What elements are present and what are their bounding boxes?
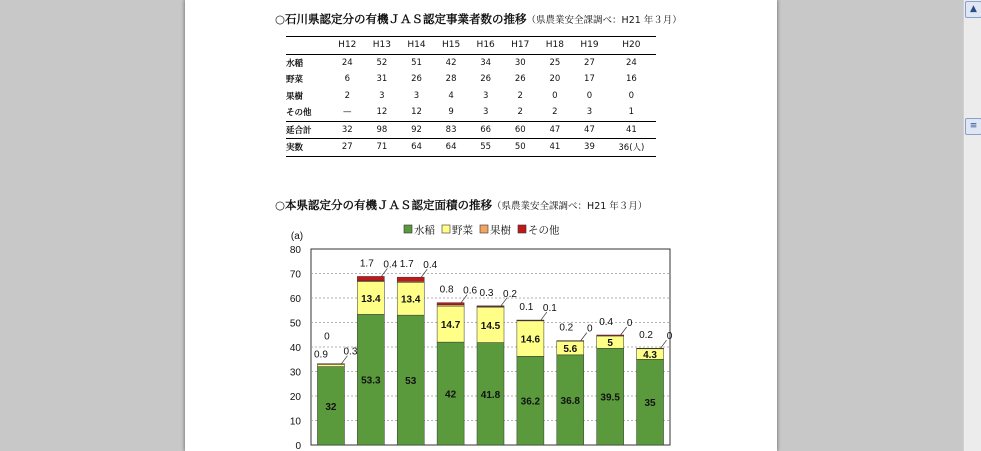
table-cell: 9 (448, 107, 454, 118)
legend-swatch (404, 225, 412, 233)
table-header-cell: H13 (365, 37, 400, 55)
data-label: 1.7 (399, 259, 414, 271)
legend-swatch (518, 225, 526, 233)
table-cell: 2 (517, 107, 523, 118)
data-label: 4.3 (643, 349, 658, 361)
table-cell: 0 (628, 90, 635, 101)
data-label: 53.3 (361, 375, 381, 387)
row-label: 野菜 (286, 75, 304, 86)
table-cell: 55 (468, 139, 503, 157)
table-cell: 12 (376, 107, 388, 118)
table-cell: 3 (379, 90, 385, 101)
chart-source: （県農業安全課調べ：H21 年３月） (492, 201, 648, 212)
row-label: 水稲 (286, 58, 304, 69)
row-label: 実数 (286, 139, 330, 157)
data-label: 0 (586, 323, 593, 335)
data-label: 36.2 (520, 396, 541, 408)
table-cell: 26 (514, 74, 526, 85)
table-cell: 36(人) (607, 139, 656, 157)
leader-line (581, 333, 587, 341)
bar-segment (437, 303, 464, 305)
table-cell: 92 (399, 121, 434, 139)
y-tick-label: 30 (289, 367, 301, 379)
legend-swatch (442, 225, 450, 233)
table-cell: 66 (468, 121, 503, 139)
data-label: 0.4 (599, 316, 614, 328)
y-tick-label: 10 (289, 416, 301, 428)
data-label: 35 (644, 398, 656, 410)
table-header-cell: H17 (503, 37, 538, 55)
y-tick-label: 70 (289, 269, 301, 281)
data-label: 0.6 (463, 285, 478, 297)
data-label: 5 (607, 338, 613, 350)
legend-label: その他 (528, 224, 560, 237)
table-header-cell: H18 (538, 37, 573, 55)
data-label: 13.4 (400, 294, 421, 306)
table-cell: 3 (482, 90, 489, 101)
table-title: ○石川県認定分の有機ＪＡＳ認定事業者数の推移 (275, 12, 527, 26)
table-cell: 6 (344, 74, 350, 85)
table-cell: 28 (445, 74, 457, 85)
table-header-cell: H16 (468, 37, 503, 55)
table-cell: 24 (625, 57, 637, 68)
table-cell: 60 (503, 121, 538, 139)
data-label: 14.7 (440, 320, 461, 332)
table-cell: 39 (572, 139, 607, 157)
data-label: 0.3 (479, 287, 494, 299)
data-label: 42 (445, 389, 457, 401)
bar-segment (357, 276, 384, 280)
scroll-thumb-icon[interactable]: ≡ (965, 118, 981, 135)
data-label: 0.2 (639, 330, 654, 342)
table-cell: 41 (607, 121, 656, 139)
table-cell: 16 (625, 74, 637, 85)
legend-label: 果樹 (490, 224, 511, 237)
bar-segment (557, 341, 584, 342)
y-tick-label: 60 (289, 294, 301, 305)
table-header-cell: H12 (330, 37, 365, 55)
bar-segment (317, 364, 344, 366)
y-tick-label: 80 (289, 245, 301, 256)
table-header-cell: H14 (399, 37, 434, 55)
table-cell: 41 (538, 139, 573, 157)
y-tick-label: 50 (289, 318, 301, 330)
table-cell: 20 (549, 74, 561, 85)
data-label: 0.9 (313, 349, 328, 361)
table-cell: 25 (549, 57, 561, 68)
table-cell: 27 (584, 57, 595, 68)
data-label: 0 (324, 331, 330, 343)
table-cell: 31 (376, 74, 388, 85)
data-label: 0.4 (423, 260, 438, 272)
vertical-scrollbar[interactable] (963, 0, 981, 451)
table-cell: 27 (330, 139, 365, 157)
data-label: 41.8 (480, 389, 501, 401)
table-cell: 26 (411, 74, 422, 85)
table-cell: 2 (552, 107, 558, 118)
table-header-cell: H15 (434, 37, 469, 55)
table-cell: 24 (341, 57, 353, 68)
table-cell: 47 (572, 121, 607, 139)
document-page (185, 0, 777, 451)
table-cell: 50 (503, 139, 538, 157)
data-label: 14.6 (520, 334, 541, 346)
row-label: 果樹 (286, 91, 304, 102)
table-cell: 1 (628, 107, 635, 118)
bar-segment (397, 277, 424, 281)
y-tick-label: 20 (289, 392, 301, 403)
bar-segment (597, 335, 624, 336)
table-cell: 26 (480, 74, 492, 85)
data-label: 0.1 (542, 303, 557, 315)
scroll-up-icon[interactable]: ▲ (965, 1, 981, 18)
table-cell: 64 (434, 139, 469, 157)
data-label: 0.3 (343, 346, 358, 358)
row-label: 延合計 (286, 121, 330, 139)
data-label: 14.5 (480, 320, 501, 332)
table-cell: 98 (365, 121, 400, 139)
table-cell: 42 (445, 57, 457, 68)
data-label: 1.7 (359, 258, 374, 270)
table-cell: 2 (517, 90, 523, 101)
table-cell: 52 (376, 57, 388, 68)
bar-segment (477, 306, 504, 307)
y-tick-label: 0 (295, 441, 301, 451)
data-label: 39.5 (600, 392, 620, 404)
y-unit-label: (a) (290, 231, 304, 242)
data-label: 53 (405, 376, 417, 388)
data-label: 0.1 (519, 302, 534, 314)
data-label: 0.2 (503, 288, 517, 300)
data-label: 0 (666, 331, 673, 343)
table-cell: 71 (365, 139, 400, 157)
table-cell: 3 (586, 107, 593, 118)
bar-segment (637, 348, 664, 349)
table-cell: 3 (413, 90, 420, 101)
table-cell: 83 (434, 121, 469, 139)
table-cell: 51 (411, 57, 422, 68)
table-header-cell: H19 (572, 37, 607, 55)
table-cell: 0 (552, 90, 558, 101)
table-cell: 32 (330, 121, 365, 139)
table-cell: 30 (514, 57, 526, 68)
data-label: 32 (325, 401, 337, 413)
table-cell: 3 (482, 107, 489, 118)
data-label: 0.2 (559, 322, 574, 334)
data-label: 0.8 (439, 284, 454, 296)
data-label: 13.4 (361, 294, 381, 305)
data-label: 36.8 (560, 395, 581, 407)
legend-label: 水稲 (414, 224, 435, 237)
legend-label: 野菜 (452, 224, 473, 237)
table-cell: 12 (411, 107, 422, 118)
legend-swatch (480, 225, 488, 233)
table-cell: 4 (448, 90, 454, 101)
table-cell: 64 (399, 139, 434, 157)
bar-segment (317, 364, 344, 365)
table-source: （県農業安全課調べ：H21 年３月） (526, 15, 682, 26)
table-cell: 47 (538, 121, 573, 139)
data-label: 0 (626, 317, 633, 329)
chart-title: ○本県認定分の有機ＪＡＳ認定面積の推移 (275, 198, 493, 212)
leader-line (621, 327, 627, 335)
row-label: その他 (286, 108, 312, 119)
area-stacked-bar-chart (185, 0, 777, 451)
table-cell: 2 (344, 90, 350, 101)
bar-segment (517, 320, 544, 321)
table-cell: 34 (480, 57, 492, 68)
y-tick-label: 40 (289, 343, 301, 354)
data-label: 5.6 (563, 343, 578, 355)
data-label: 0.4 (383, 259, 398, 271)
table-cell: 0 (586, 90, 593, 101)
table-header-cell: H20 (607, 37, 656, 55)
table-cell: — (343, 107, 352, 118)
table-cell: 17 (584, 74, 595, 85)
